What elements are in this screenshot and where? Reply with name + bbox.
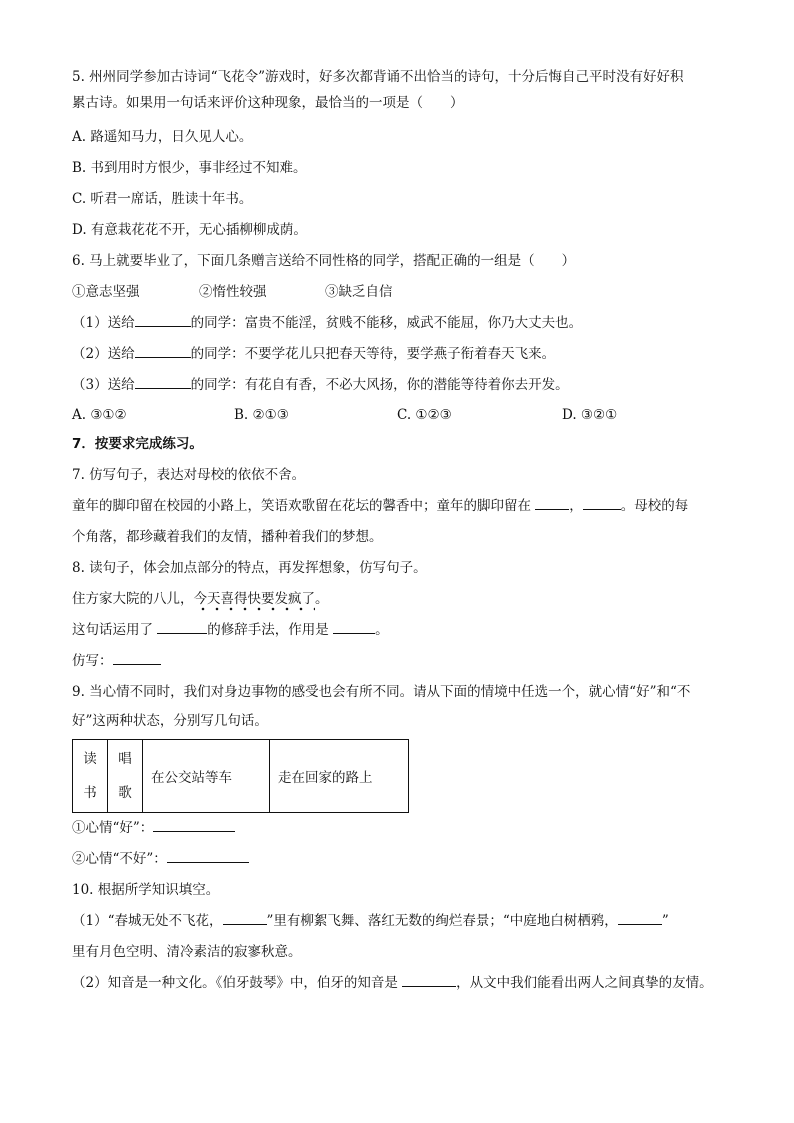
q6-choice-d[interactable]: D. ③②① <box>562 407 618 423</box>
q6-choices <box>72 401 732 429</box>
table-cell-singing[interactable] <box>108 740 143 813</box>
q5-option-a[interactable]: A. 路遥知马力，日久见人心。 <box>72 129 253 145</box>
q6-item-1-prefix: （1）送给 <box>72 315 135 331</box>
q9-scenario-table <box>72 739 409 813</box>
q6-choice-a[interactable]: A. ③①② <box>72 407 127 423</box>
q8-analysis-c: 。 <box>375 622 389 638</box>
q10-p1-a: （1）“春城无处不飞花， <box>72 913 223 929</box>
q6-item-1 <box>72 308 732 339</box>
q6-item-1-suffix: 的同学：富贵不能淫，贫贱不能移，威武不能屈，你乃大丈夫也。 <box>190 315 583 331</box>
q7-line1-sep: ， <box>569 498 583 514</box>
q6-item-3-prefix: （3）送给 <box>72 377 135 393</box>
q5-stem-line2: 累古诗。如果用一句话来评价这种现象，最恰当的一项是（ ） <box>72 95 464 111</box>
q10-blank-3[interactable] <box>402 972 456 987</box>
q9-bad-label: ②心情“不好”： <box>72 851 167 867</box>
q7-blank-1[interactable] <box>535 495 569 510</box>
q8-imitate <box>72 646 732 677</box>
q9-bad-mood <box>72 844 732 875</box>
q10-stem: 10. 根据所学知识填空。 <box>72 882 220 898</box>
q10-p2-a: （2）知音是一种文化。《伯牙鼓琴》中，伯牙的知音是 <box>72 975 403 991</box>
cell-char-2: 书 <box>83 785 97 801</box>
q8-blank-1[interactable] <box>157 619 207 634</box>
q8-imitate-blank[interactable] <box>113 650 161 665</box>
q8-stem: 8. 读句子，体会加点部分的特点，再发挥想象，仿写句子。 <box>72 560 427 576</box>
q6-item-2-prefix: （2）送给 <box>72 346 135 362</box>
q8-analysis <box>72 615 732 646</box>
q6-trait-1: ①意志坚强 <box>72 284 140 300</box>
q10-p1-b: ”里有柳絮飞舞、落红无数的绚烂春景；“中庭地白树栖鸦， <box>266 913 618 929</box>
q6-traits <box>72 277 732 308</box>
q8-analysis-b: 的修辞手法，作用是 <box>207 622 334 638</box>
q8-sentence-dotted <box>194 591 316 607</box>
q8-imitate-label: 仿写： <box>72 653 113 669</box>
q9-bad-blank[interactable] <box>167 848 249 863</box>
table-cell-bus-stop[interactable]: 在公交站等车 <box>143 740 270 813</box>
q10-part1-line1 <box>72 906 732 937</box>
cell-char-4: 歌 <box>118 785 132 801</box>
q7-line1-text-b: 。母校的每 <box>620 498 689 514</box>
table-cell-reading[interactable] <box>73 740 108 813</box>
q7-stem: 7. 仿写句子，表达对母校的依依不舍。 <box>72 467 306 483</box>
q9-good-label: ①心情“好”： <box>72 820 154 836</box>
q6-item-2-blank[interactable] <box>135 343 191 358</box>
q10-p2-b: ，从文中我们能看出两人之间真挚的友情。 <box>456 975 713 991</box>
q8-analysis-a: 这句话运用了 <box>72 622 158 638</box>
q9-good-mood <box>72 813 732 844</box>
q6-stem: 6. 马上就要毕业了，下面几条赠言送给不同性格的同学，搭配正确的一组是（ ） <box>72 253 576 269</box>
q5-option-d[interactable]: D. 有意栽花花不开，无心插柳柳成荫。 <box>72 222 307 238</box>
q5-option-b[interactable]: B. 书到用时方恨少，事非经过不知难。 <box>72 160 307 176</box>
table-cell-walk-home[interactable]: 走在回家的路上 <box>270 740 409 813</box>
q7-blank-2[interactable] <box>583 495 621 510</box>
section-7-heading: 7．按要求完成练习。 <box>72 436 203 452</box>
q6-item-2-suffix: 的同学：不要学花儿只把春天等待，要学燕子衔着春天飞来。 <box>190 346 556 362</box>
q10-part2 <box>72 968 732 999</box>
q8-sentence <box>72 584 732 615</box>
q6-item-3 <box>72 370 732 401</box>
q10-blank-1[interactable] <box>223 910 267 925</box>
q6-choice-c[interactable]: C. ①②③ <box>397 407 452 423</box>
q10-p1-c: ” <box>661 913 669 929</box>
q7-line2: 个角落，都珍藏着我们的友情，播种着我们的梦想。 <box>72 529 383 545</box>
cell-char-3: 唱 <box>118 751 132 767</box>
q7-line1 <box>72 491 732 522</box>
emphasis-dots <box>194 607 316 611</box>
q5-option-c[interactable]: C. 听君一席话，胜读十年书。 <box>72 191 253 207</box>
q9-stem-line2: 好”这两种状态，分别写几句话。 <box>72 713 268 729</box>
q6-trait-2: ②惰性较强 <box>199 284 267 300</box>
q6-item-2 <box>72 339 732 370</box>
q8-sentence-a: 住方家大院的八儿， <box>72 591 194 607</box>
q8-sentence-b: 。 <box>315 591 329 607</box>
q9-good-blank[interactable] <box>153 817 235 832</box>
q8-blank-2[interactable] <box>333 619 375 634</box>
exam-page <box>72 64 732 999</box>
q6-item-3-blank[interactable] <box>135 374 191 389</box>
q6-item-1-blank[interactable] <box>135 312 191 327</box>
q8-dotted-text: 今天喜得快要发疯了 <box>193 591 315 607</box>
q10-part1-line2: 里有月色空明、清冷素洁的寂寥秋意。 <box>72 944 302 960</box>
q9-stem-line1: 9. 当心情不同时，我们对身边事物的感受也会有所不同。请从下面的情境中任选一个，就心情“好”和“不 <box>72 684 691 700</box>
q5-stem-line1: 5. 州州同学参加古诗词“飞花令”游戏时，好多次都背诵不出恰当的诗句，十分后悔自己平时没有好好积 <box>72 69 684 85</box>
q6-item-3-suffix: 的同学：有花自有香，不必大风扬，你的潜能等待着你去开发。 <box>190 377 569 393</box>
q10-blank-2[interactable] <box>618 910 662 925</box>
q6-choice-b[interactable]: B. ②①③ <box>234 407 289 423</box>
cell-char-1: 读 <box>83 751 97 767</box>
q7-line1-text-a: 童年的脚印留在校园的小路上，笑语欢歌留在花坛的馨香中；童年的脚印留在 <box>72 498 536 514</box>
q6-trait-3: ③缺乏自信 <box>325 284 393 300</box>
